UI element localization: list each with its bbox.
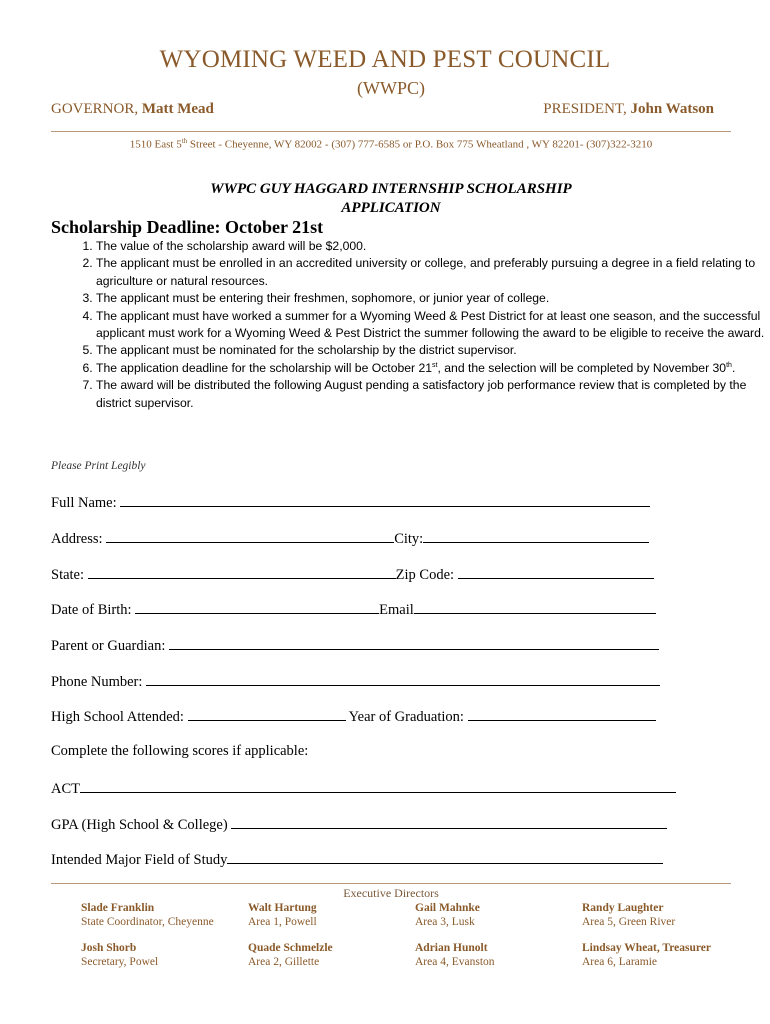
- director-role: State Coordinator, Cheyenne: [81, 915, 214, 928]
- director-adrian-hunolt: [415, 942, 495, 969]
- director-walt-hartung: [248, 902, 317, 929]
- zip-label: Zip Code:: [395, 567, 458, 583]
- director-josh-shorb: [81, 942, 158, 969]
- act-label: ACT: [51, 781, 80, 797]
- print-note: Please Print Legibly: [51, 460, 146, 472]
- director-gail-mahnke: [415, 902, 480, 929]
- high-school-field[interactable]: [188, 707, 346, 721]
- rule6-mid: , and the selection will be completed by November 30: [437, 360, 727, 375]
- address-line: [0, 137, 770, 151]
- major-row: [51, 850, 663, 869]
- address-pre: 1510 East 5: [129, 138, 182, 151]
- phone-row: [51, 672, 660, 691]
- director-name: Lindsay Wheat, Treasurer: [582, 942, 711, 954]
- director-role: Area 2, Gillette: [248, 955, 320, 968]
- zip-field[interactable]: [458, 565, 654, 579]
- director-name: Randy Laughter: [582, 902, 664, 914]
- president: [543, 101, 714, 118]
- dob-row: [51, 600, 656, 619]
- email-field[interactable]: [414, 600, 656, 614]
- rule-item: 2. The applicant must be enrolled in an accredited university or college, and preferably pursuing a degree in a field relating to agriculture or natural resources.: [96, 255, 770, 290]
- governor-label: GOVERNOR,: [51, 101, 142, 117]
- director-name: Slade Franklin: [81, 902, 155, 914]
- phone-label: Phone Number:: [51, 674, 147, 690]
- director-role: Area 1, Powell: [248, 915, 317, 928]
- rule6-sup2: th: [726, 361, 732, 369]
- full-name-label: Full Name:: [51, 495, 121, 511]
- president-name: John Watson: [630, 101, 714, 117]
- director-randy-laughter: [582, 902, 675, 929]
- parent-row: [51, 636, 659, 655]
- gpa-label: GPA (High School & College): [51, 817, 232, 833]
- address-sup: th: [181, 137, 188, 145]
- director-lindsay-wheat: [582, 942, 711, 969]
- director-name: Gail Mahnke: [415, 902, 480, 914]
- form-title-line1: WWPC GUY HAGGARD INTERNSHIP SCHOLARSHIP: [210, 181, 572, 197]
- city-label: City:: [394, 531, 424, 547]
- major-label: Intended Major Field of Study: [51, 852, 228, 868]
- rule6-post: .: [731, 360, 736, 375]
- footer-divider: [51, 883, 731, 884]
- grad-year-field[interactable]: [468, 707, 656, 721]
- parent-field[interactable]: [169, 636, 659, 650]
- act-row: [51, 779, 676, 798]
- address-label: Address:: [51, 531, 107, 547]
- rule-item: 5. The applicant must be nominated for the scholarship by the district supervisor.: [96, 342, 770, 359]
- governor: [51, 101, 214, 118]
- director-role: Area 4, Evanston: [415, 955, 495, 968]
- rule6-pre: The application deadline for the scholarship will be October 21: [96, 360, 433, 375]
- director-name: Walt Hartung: [248, 902, 317, 914]
- phone-field[interactable]: [146, 672, 660, 686]
- director-role: Area 6, Laramie: [582, 955, 658, 968]
- address-row: [51, 529, 649, 548]
- state-field[interactable]: [88, 565, 396, 579]
- deadline-heading: Scholarship Deadline: October 21st: [51, 217, 324, 237]
- full-name-field[interactable]: [120, 493, 650, 507]
- major-field[interactable]: [227, 850, 663, 864]
- scores-intro: Complete the following scores if applicable:: [51, 743, 309, 759]
- email-label: Email: [379, 602, 414, 618]
- director-name: Quade Schmelzle: [248, 942, 333, 954]
- director-name: Adrian Hunolt: [415, 942, 488, 954]
- grad-year-label: Year of Graduation:: [345, 709, 468, 725]
- rules-list: [58, 238, 770, 412]
- gpa-row: [51, 815, 667, 834]
- rule6-sup1: st: [432, 361, 438, 369]
- act-field[interactable]: [80, 779, 676, 793]
- governor-name: Matt Mead: [141, 101, 214, 117]
- director-role: Secretary, Powel: [81, 955, 159, 968]
- city-field[interactable]: [423, 529, 649, 543]
- director-slade-franklin: [81, 902, 214, 929]
- rule-item: 4. The applicant must have worked a summer for a Wyoming Weed & Pest District for at least one season, and the successful applicant must work for a Wyoming Weed & Pest District the summer following the award to be eligible to receive the award.: [96, 308, 770, 343]
- org-title: WYOMING WEED AND PEST COUNCIL: [159, 46, 611, 73]
- parent-label: Parent or Guardian:: [51, 638, 169, 654]
- director-role: Area 3, Lusk: [415, 915, 475, 928]
- org-abbreviation: (WWPC): [357, 78, 425, 98]
- address-post: Street - Cheyenne, WY 82002 - (307) 777-6585 or P.O. Box 775 Wheatland , WY 82201- (307)322-3210: [187, 138, 653, 151]
- address-field[interactable]: [106, 529, 394, 543]
- header-divider: [51, 131, 731, 132]
- high-school-row: [51, 707, 656, 726]
- rule-item: [96, 360, 770, 377]
- director-name: Josh Shorb: [81, 942, 137, 954]
- dob-label: Date of Birth:: [51, 602, 136, 618]
- director-quade-schmelzle: [248, 942, 333, 969]
- director-role: Area 5, Green River: [582, 915, 676, 928]
- high-school-label: High School Attended:: [51, 709, 188, 725]
- rule-item: 7. The award will be distributed the following August pending a satisfactory job performance review that is completed by the district supervisor.: [96, 377, 770, 412]
- dob-field[interactable]: [135, 600, 379, 614]
- gpa-field[interactable]: [231, 815, 667, 829]
- form-title-line2: APPLICATION: [341, 200, 441, 216]
- rule-item: 3. The applicant must be entering their freshmen, sophomore, or junior year of college.: [96, 290, 770, 307]
- state-row: [51, 565, 654, 584]
- president-label: PRESIDENT,: [543, 101, 631, 117]
- full-name-row: [51, 493, 650, 512]
- state-label: State:: [51, 567, 88, 583]
- rule-item: 1. The value of the scholarship award will be $2,000.: [96, 238, 770, 255]
- executive-directors-heading: Executive Directors: [343, 886, 439, 900]
